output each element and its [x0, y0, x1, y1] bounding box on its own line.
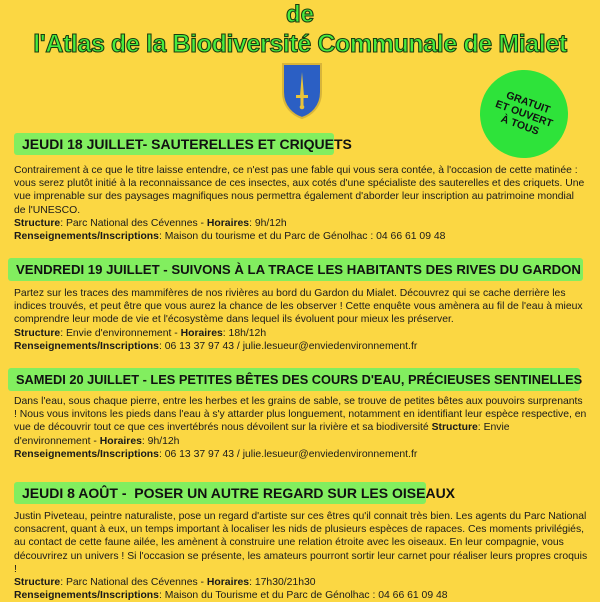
- event-4-info: : Maison du Tourisme et du Parc de Génolhac : 04 66 61 09 48: [158, 590, 448, 602]
- event-3-structure: : Envie d'environnement -: [14, 422, 510, 447]
- event-2-title: VENDREDI 19 JUILLET - SUIVONS À LA TRACE LES HABITANTS DES RIVES DU GARDON: [16, 262, 581, 277]
- event-1-horaires-label: Horaires: [206, 217, 250, 229]
- event-1-structure: : Parc National des Cévennes -: [60, 217, 207, 229]
- event-1-description: Contrairement à ce que le titre laisse entendre, ce n'est pas une fable qui vous sera contée, à l'occasion de cette matinée : vous serez plutôt initié à la reconnaissance de ces insectes, aux cotés d'une spécialiste des sauterelles et des criquets. Une vue imprenable sur des paysages magnifiques nous permettra également d'aborder leur inscription au patrimoine mondial de l'UNESCO.: [14, 165, 585, 216]
- event-2-body: [14, 287, 588, 353]
- event-2-horaires: : 18h/12h: [222, 327, 267, 339]
- event-1-body: [14, 164, 588, 243]
- event-2-title-bar: [8, 258, 583, 281]
- event-4-body: [14, 510, 588, 602]
- event-2-structure-label: Structure: [14, 327, 61, 339]
- event-3-info: : 06 13 37 97 43 / julie.lesueur@enviedenvironnement.fr: [158, 448, 418, 460]
- event-2-description: Partez sur les traces des mammifères de nos rivières au bord du Gardon du Mialet. Découvrez qui se cache derrière les indices trouvés, et peut être que vous aurez la chance de les observer ! Cette enquête vous amènera au fil de l'eau à mieux comprendre leur mode de vie et l'écosystème dans lequel ils évoluent pour mieux les préserver.: [14, 288, 583, 326]
- coat-of-arms-icon: [281, 62, 323, 120]
- event-3-title: SAMEDI 20 JUILLET - LES PETITES BÊTES DES COURS D'EAU, PRÉCIEUSES SENTINELLES: [16, 372, 583, 387]
- header-line-1: de: [285, 1, 314, 28]
- event-3-horaires-label: Horaires: [99, 435, 142, 447]
- event-1-structure-label: Structure: [14, 217, 61, 229]
- event-3-info-label: Renseignements/Inscriptions: [14, 448, 159, 460]
- event-1-horaires: : 9h/12h: [249, 217, 287, 229]
- event-3-structure-label: Structure: [431, 422, 478, 434]
- event-4-title-bar: [14, 482, 456, 504]
- event-1-title-bar: [14, 133, 352, 155]
- event-4-structure-label: Structure: [14, 577, 61, 589]
- event-1-info-label: Renseignements/Inscriptions: [14, 231, 159, 243]
- event-2-horaires-label: Horaires: [180, 327, 223, 339]
- badge-text: GRATUIT ET OUVERT À TOUS: [493, 89, 555, 138]
- event-4-horaires: : 17h30/21h30: [249, 577, 316, 589]
- event-3-description: Dans l'eau, sous chaque pierre, entre les herbes et les grains de sable, se trouve de petites bêtes aux pouvoirs surprenants ! Nous vous invitons les pieds dans l'eau à s'y attarder plus longuement, notamment en identifiant leur espèce respective, en vue de découvrir tout ce que ces invertébrés nous dévoilent sur la rivière et sa biodiversité: [14, 396, 587, 434]
- event-1-info: : Maison du tourisme et du Parc de Génolhac : 04 66 61 09 48: [158, 231, 446, 243]
- event-3-horaires: : 9h/12h: [141, 435, 180, 447]
- event-2-structure: : Envie d'environnement -: [60, 327, 181, 339]
- event-1-title: JEUDI 18 JUILLET- SAUTERELLES ET CRIQUETS: [22, 136, 352, 152]
- event-4-info-label: Renseignements/Inscriptions: [14, 590, 159, 602]
- event-3-title-bar: [8, 368, 583, 391]
- event-4-horaires-label: Horaires: [206, 577, 250, 589]
- event-2-info-label: Renseignements/Inscriptions: [14, 340, 159, 352]
- free-badge: [468, 58, 581, 171]
- event-4-title: JEUDI 8 AOÛT - POSER UN AUTRE REGARD SUR LES OISEAUX: [22, 485, 456, 501]
- event-4-description: Justin Piveteau, peintre naturaliste, pose un regard d'artiste sur ces êtres qu'il connait très bien. Les agents du Parc National consacrent, quant à eux, un temps important à localiser les nids de plusieurs espèces de rapaces. Ces moments privilégiés, au contact de cette faune ailée, les amènent à construire une relation étroite avec les oiseaux. En leur compagnie, vous découvrirez un univers ! Si l'occasion se présente, les amateurs pourront sortir leur carnet pour réaliser leurs propres croquis !: [14, 511, 588, 575]
- event-4-structure: : Parc National des Cévennes -: [60, 577, 207, 589]
- header-title: l'Atlas de la Biodiversité Communale de Mialet: [33, 30, 567, 58]
- event-3-body: [14, 395, 588, 461]
- event-2-info: : 06 13 37 97 43 / julie.lesueur@enviedenvironnement.fr: [158, 340, 418, 352]
